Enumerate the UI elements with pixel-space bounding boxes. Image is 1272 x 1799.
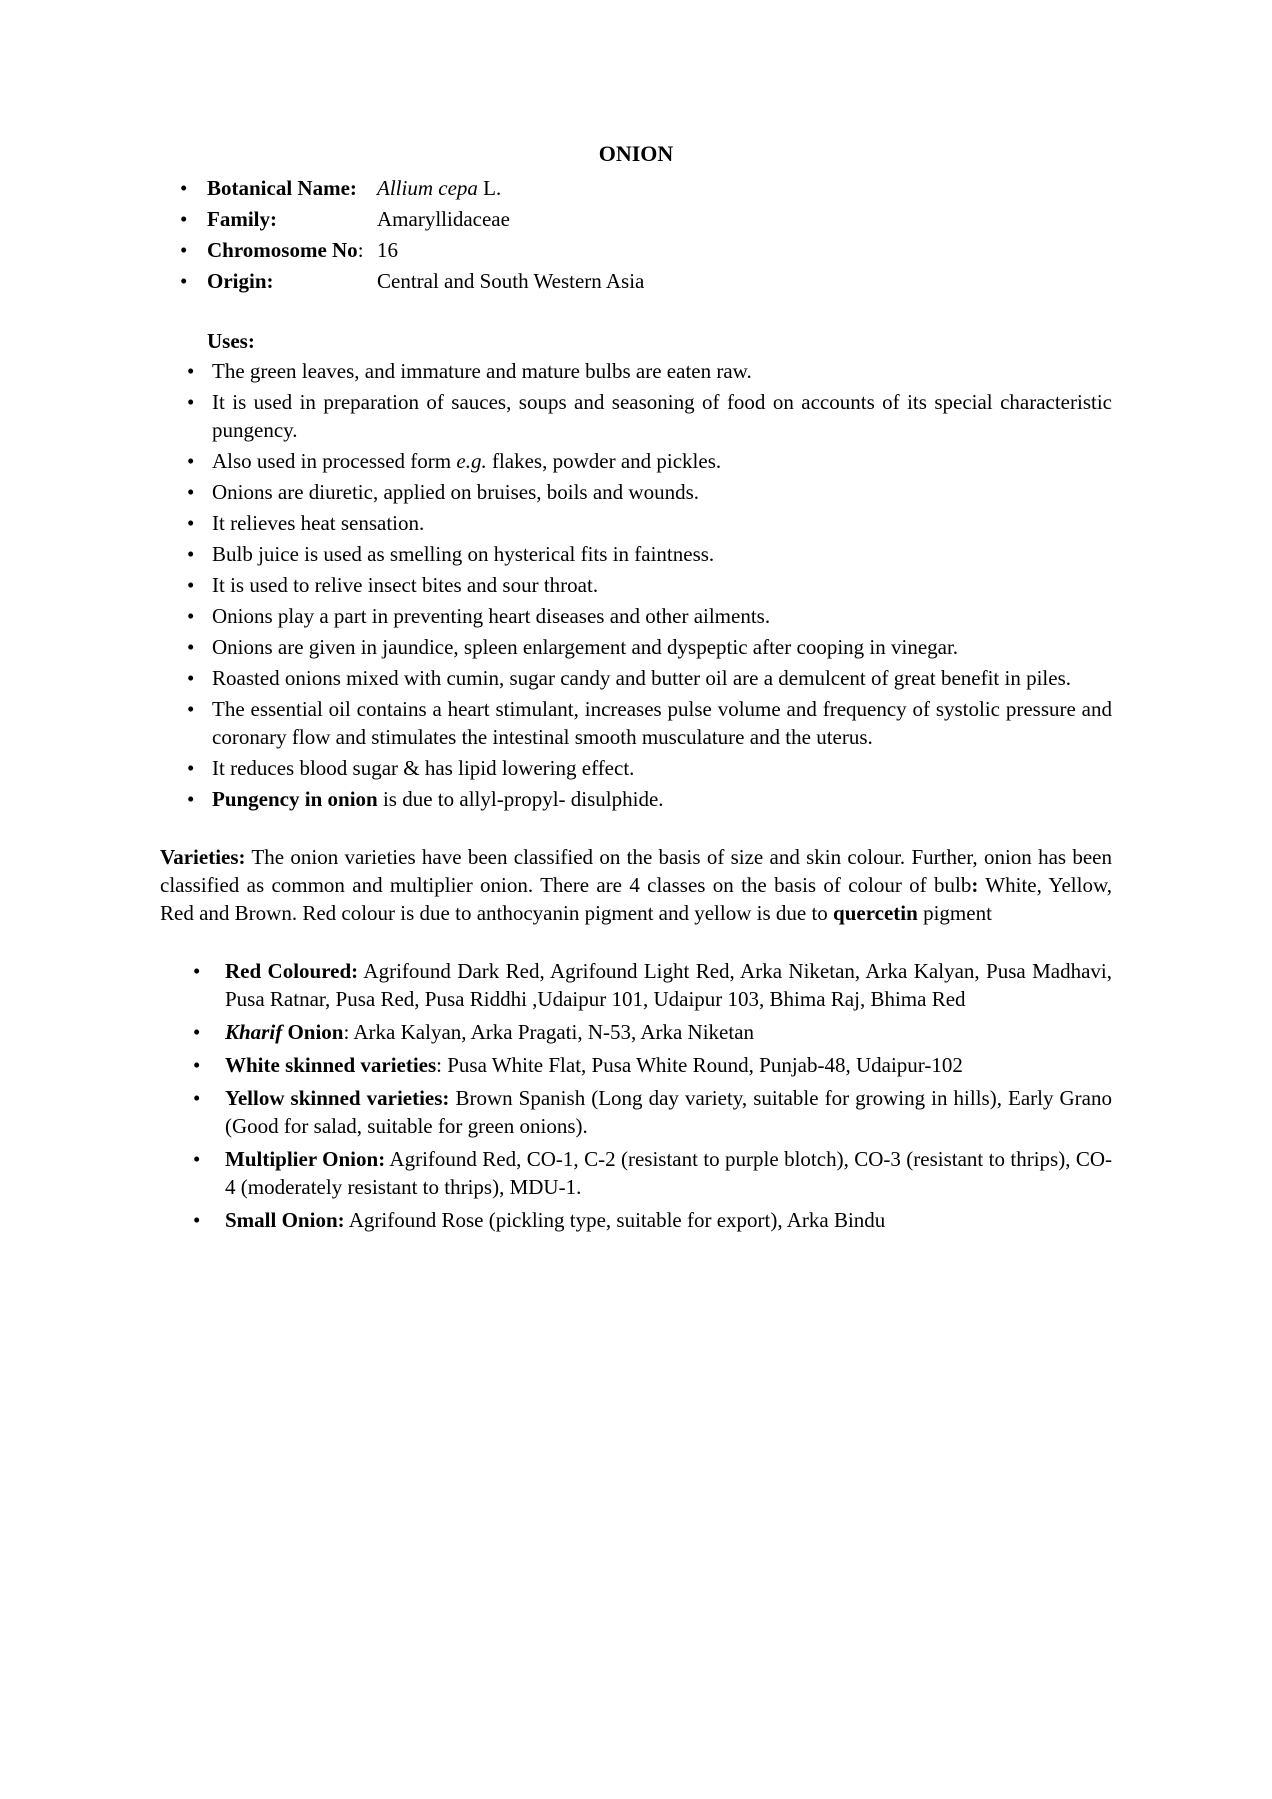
varieties-paragraph: Varieties: The onion varieties have been classified on the basis of size and skin colour. Further, onion has been classified as common and multiplier onion. There are 4 classes on the basis of colour of bulb: White, Yellow, Red and Brown. Red colour is due to anthocyanin pigment and yellow is due to quercetin pigment: [160, 845, 1112, 925]
variety-item-white-skinned: • White skinned varieties: Pusa White Flat, Pusa White Round, Punjab-48, Udaipur-102: [193, 1053, 963, 1077]
varieties-list: [160, 957, 1112, 1234]
uses-item: • Onions are diuretic, applied on bruises, boils and wounds.: [187, 480, 699, 504]
variety-item-yellow-skinned: • Yellow skinned varieties: Brown Spanish (Long day variety, suitable for growing in hills), Early Grano (Good for salad, suitable for green onions).: [193, 1086, 1112, 1138]
page-title: ONION: [598, 141, 674, 166]
info-item-botanical-name: [160, 174, 1112, 202]
bullet-icon: •: [187, 480, 195, 504]
uses-item: • The green leaves, and immature and mature bulbs are eaten raw.: [187, 359, 752, 383]
info-value: Amaryllidaceae: [377, 207, 510, 231]
info-item-family: [160, 205, 1112, 233]
uses-heading: Uses:: [207, 329, 255, 353]
bullet-icon: •: [193, 1053, 201, 1077]
info-value: Central and South Western Asia: [377, 269, 645, 293]
uses-item: • It is used in preparation of sauces, soups and seasoning of food on accounts of its special characteristic pungency.: [187, 390, 1112, 442]
info-value: 16: [377, 238, 398, 262]
bullet-icon: •: [180, 269, 188, 293]
bullet-icon: •: [180, 238, 188, 262]
uses-item: • It reduces blood sugar & has lipid lowering effect.: [187, 756, 635, 780]
info-list: [160, 174, 1112, 295]
variety-item-red-coloured: • Red Coloured: Agrifound Dark Red, Agrifound Light Red, Arka Niketan, Arka Kalyan, Pusa Madhavi, Pusa Ratnar, Pusa Red, Pusa Riddhi ,Udaipur 101, Udaipur 103, Bhima Raj, Bhima Red: [193, 959, 1112, 1011]
bullet-icon: •: [187, 449, 195, 473]
uses-item: • Bulb juice is used as smelling on hysterical fits in faintness.: [187, 542, 715, 566]
bullet-icon: •: [187, 604, 195, 628]
bullet-icon: •: [187, 511, 195, 535]
info-label: Chromosome No:: [207, 238, 364, 262]
bullet-icon: •: [193, 1208, 201, 1232]
bullet-icon: •: [193, 1147, 201, 1171]
bullet-icon: •: [193, 1086, 201, 1110]
bullet-icon: •: [187, 635, 195, 659]
bullet-icon: •: [187, 573, 195, 597]
variety-item-kharif-onion: • Kharif Onion: Arka Kalyan, Arka Pragati, N-53, Arka Niketan: [193, 1020, 755, 1044]
uses-item: • Pungency in onion is due to allyl-propyl- disulphide.: [187, 787, 664, 811]
uses-item: • Roasted onions mixed with cumin, sugar candy and butter oil are a demulcent of great benefit in piles.: [187, 666, 1072, 690]
uses-item: • Also used in processed form e.g. flakes, powder and pickles.: [187, 449, 722, 473]
uses-list: [160, 357, 1112, 813]
uses-item: • The essential oil contains a heart stimulant, increases pulse volume and frequency of systolic pressure and coronary flow and stimulates the intestinal smooth musculature and the uterus.: [187, 697, 1112, 749]
info-value: Allium cepa L.: [377, 176, 502, 200]
info-item-chromosome-no: [160, 236, 1112, 264]
bullet-icon: •: [193, 1020, 201, 1044]
uses-item: • It is used to relive insect bites and sour throat.: [187, 573, 599, 597]
bullet-icon: •: [187, 390, 195, 414]
bullet-icon: •: [187, 697, 195, 721]
bullet-icon: •: [187, 359, 195, 383]
info-label: Family:: [207, 207, 277, 231]
bullet-icon: •: [180, 207, 188, 231]
bullet-icon: •: [187, 666, 195, 690]
info-item-origin: [160, 267, 1112, 295]
uses-item: • Onions are given in jaundice, spleen enlargement and dyspeptic after cooping in vinegar.: [187, 635, 959, 659]
bullet-icon: •: [187, 542, 195, 566]
bullet-icon: •: [193, 959, 201, 983]
uses-item: • It relieves heat sensation.: [187, 511, 425, 535]
variety-item-small-onion: • Small Onion: Agrifound Rose (pickling type, suitable for export), Arka Bindu: [193, 1208, 886, 1232]
bullet-icon: •: [187, 756, 195, 780]
variety-item-multiplier-onion: • Multiplier Onion: Agrifound Red, CO-1, C-2 (resistant to purple blotch), CO-3 (resistant to thrips), CO-4 (moderately resistant to thrips), MDU-1.: [193, 1147, 1112, 1199]
info-label: Botanical Name:: [207, 176, 357, 200]
bullet-icon: •: [180, 176, 188, 200]
uses-item: • Onions play a part in preventing heart diseases and other ailments.: [187, 604, 771, 628]
info-label: Origin:: [207, 269, 274, 293]
bullet-icon: •: [187, 787, 195, 811]
